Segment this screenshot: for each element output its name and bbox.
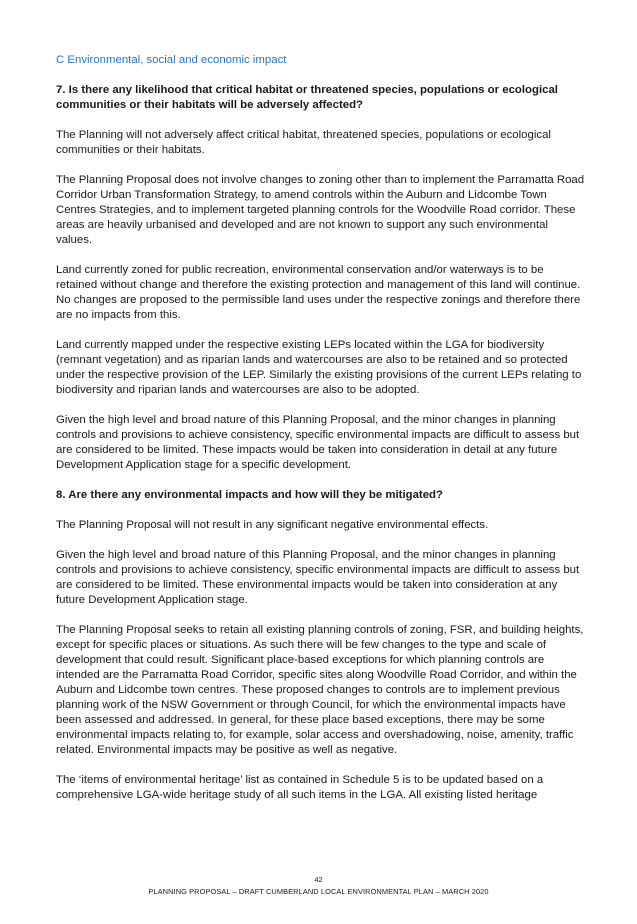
paragraph: The Planning will not adversely affect critical habitat, threatened species, populations or ecological communities or their habitats. [56,129,551,156]
question-block-7 [56,83,586,473]
question-8-title: 8. Are there any environmental impacts and how will they be mitigated? [56,489,443,501]
paragraph: The Planning Proposal will not result in any significant negative environmental effects. [56,519,489,531]
section-heading: C Environmental, social and economic impact [56,54,287,66]
paragraph: Given the high level and broad nature of this Planning Proposal, and the minor changes in planning controls and provisions to achieve consistency, specific environmental impacts are difficult to assess but are considered to be limited. These environmental impacts would be taken into consideration at any future Development Application stage. [56,549,580,606]
paragraph: The ‘items of environmental heritage’ list as contained in Schedule 5 is to be updated based on a comprehensive LGA-wide heritage study of all such items in the LGA. All existing listed heritage [56,774,544,801]
paragraph: The Planning Proposal seeks to retain all existing planning controls of zoning, FSR, and building heights, except for specific places or situations. As such there will be few changes to the type and scale of development that could result. Significant place-based exceptions for which planning controls are intended are the Parramatta Road Corridor, specific sites along Woodville Road Corridor, and within the Auburn and Lidcombe town centres. These proposed changes to controls are to implement previous planning work of the NSW Government or through Council, for which the environmental impacts have been assessed and addressed. In general, for these place based exceptions, there may be some environmental impacts relating to, for example, solar access and overshadowing, noise, amenity, traffic related. Environmental impacts may be positive as well as negative. [56,624,584,756]
footer-title: PLANNING PROPOSAL – DRAFT CUMBERLAND LOCAL ENVIRONMENTAL PLAN – MARCH 2020 [148,887,489,896]
paragraph: Land currently mapped under the respective existing LEPs located within the LGA for biodiversity (remnant vegetation) and as riparian lands and watercourses are also to be retained and so protected under the respective provision of the LEP. Similarly the existing provisions of the current LEPs relating to biodiversity and riparian lands and watercourses are also to be adopted. [56,339,582,396]
page-number: 42 [314,875,323,884]
paragraph: Land currently zoned for public recreation, environmental conservation and/or waterways is to be retained without change and therefore the existing protection and management of this land will continue. No changes are proposed to the permissible land uses under the respective zonings and therefore there are no impacts from this. [56,264,581,321]
question-block-8 [56,488,586,803]
document-body [56,53,586,818]
paragraph: Given the high level and broad nature of this Planning Proposal, and the minor changes in planning controls and provisions to achieve consistency, specific environmental impacts are difficult to assess but are considered to be limited. These impacts would be taken into consideration in detail at any future Development Application stage for a specific development. [56,414,580,471]
question-7-title: 7. Is there any likelihood that critical habitat or threatened species, populations or ecological communities or their habitats will be adversely affected? [56,84,558,111]
paragraph: The Planning Proposal does not involve changes to zoning other than to implement the Parramatta Road Corridor Urban Transformation Strategy, to amend controls within the Auburn and Lidcombe Town Centres Strategies, and to implement targeted planning controls for the Woodville Road corridor. These areas are heavily urbanised and developed and are not known to support any such environmental values. [56,174,585,246]
